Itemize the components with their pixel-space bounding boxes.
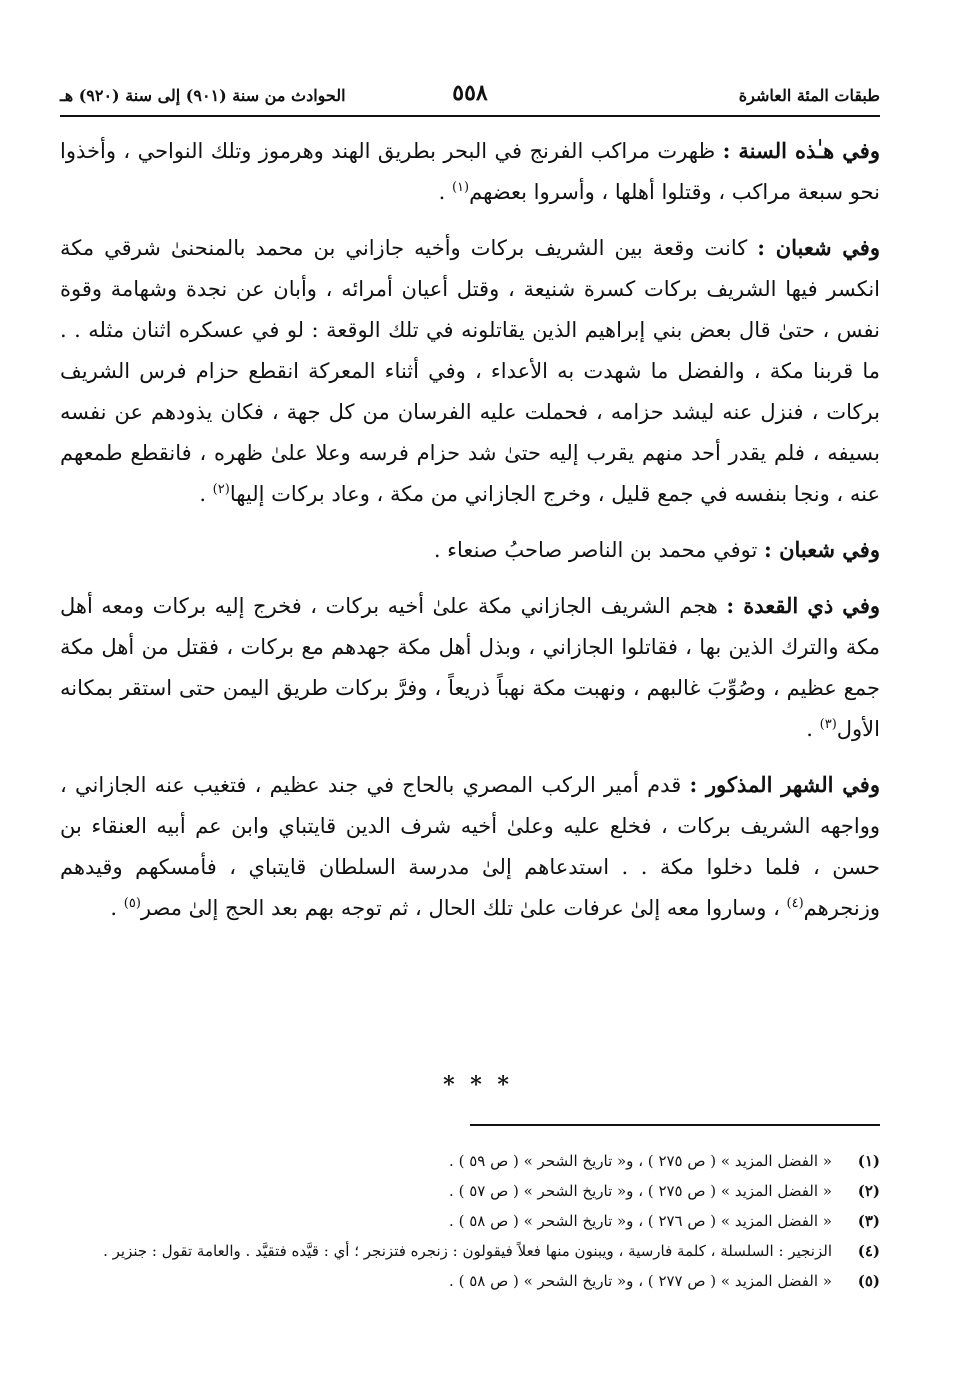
footnote xyxy=(60,1206,880,1236)
paragraph-text: قدم أمير الركب المصري بالحاج في جند عظيم ، فتغيب عنه الجازاني ، وواجهه الشريف بركات ، فخلع عليه وعلىٰ أخيه شرف الدين قايتباي وابن عم أبيه العنقاء بن حسن ، فلما دخلوا مكة . . استدعاهم إلىٰ مدرسة السلطان قايتباي ، فأمسكهم وقيدهم وزنجرهم xyxy=(60,773,880,920)
footnote-ref: (٣) xyxy=(819,717,837,732)
footnote-number: (٢) xyxy=(857,1182,880,1200)
main-text xyxy=(60,130,880,943)
paragraph xyxy=(60,130,880,213)
paragraph xyxy=(60,764,880,929)
paragraph-text: ظهرت مراكب الفرنج في البحر بطريق الهند وهرموز وتلك النواحي ، وأخذوا نحو سبعة مراكب ، وقتلوا أهلها ، وأسروا بعضهم xyxy=(60,139,880,204)
footnote-text: « الفضل المزيد » ( ص ٢٧٥ ) ، و« تاريخ الشحر » ( ص ٥٩ ) . xyxy=(449,1152,832,1170)
footnote-ref: (٥) xyxy=(123,896,141,911)
paragraph xyxy=(60,529,880,571)
paragraph-tail: . xyxy=(438,180,452,204)
footnote-number: (١) xyxy=(857,1152,880,1170)
footnote-ref: (٤) xyxy=(786,896,804,911)
section-title: الحوادث من سنة (٩٠١) إلى سنة (٩٢٠) هـ xyxy=(60,86,346,105)
paragraph-tail: . xyxy=(199,482,213,506)
footnote-text: « الفضل المزيد » ( ص ٢٧٦ ) ، و« تاريخ الشحر » ( ص ٥٨ ) . xyxy=(449,1212,832,1230)
footnote-text: الزنجير : السلسلة ، كلمة فارسية ، ويبنون منها فعلاً فيقولون : زنجره فتزنجر ؛ أي : قيَّده فتقيَّد . والعامة تقول : جنزير . xyxy=(103,1242,832,1260)
footnote-number: (٤) xyxy=(857,1242,880,1260)
footnote-rule xyxy=(470,1124,880,1126)
footnote xyxy=(60,1236,880,1266)
footnote-number: (٣) xyxy=(857,1212,880,1230)
header-rule xyxy=(60,115,880,117)
paragraph-tail: . xyxy=(110,896,124,920)
footnote-ref: (١) xyxy=(451,180,470,195)
footnotes xyxy=(60,1146,880,1296)
running-header xyxy=(60,80,880,110)
section-separator: * * * xyxy=(443,1072,513,1098)
paragraph xyxy=(60,227,880,515)
book-title: طبقات المئة العاشرة xyxy=(738,86,880,105)
footnote xyxy=(60,1176,880,1206)
footnote-text: « الفضل المزيد » ( ص ٢٧٧ ) ، و« تاريخ الشحر » ( ص ٥٨ ) . xyxy=(449,1272,832,1290)
paragraph-lead: وفي هـٰذه السنة : xyxy=(722,138,880,163)
footnote-number: (٥) xyxy=(857,1272,880,1290)
paragraph-text: هجم الشريف الجازاني مكة علىٰ أخيه بركات ، فخرج إليه بركات ومعه أهل مكة والترك الذين بها ، فقاتلوا الجازاني ، وبذل أهل مكة جهدهم مع بركات ، فقتل من أهل مكة جمع عظيم ، وصُوِّبَ غالبهم ، ونهبت مكة نهباً ذريعاً ، وفرَّ بركات طريق اليمن حتى استقر بمكانه الأول xyxy=(60,594,880,741)
footnote xyxy=(60,1146,880,1176)
paragraph-lead: وفي شعبان : xyxy=(757,235,880,260)
paragraph-lead: وفي ذي القعدة : xyxy=(726,593,880,618)
paragraph-tail: . xyxy=(806,717,820,741)
footnote xyxy=(60,1266,880,1296)
paragraph-lead: وفي شعبان : xyxy=(764,537,880,562)
paragraph xyxy=(60,585,880,750)
paragraph-tail: ، وساروا معه إلىٰ عرفات علىٰ تلك الحال ، ثم توجه بهم بعد الحج إلىٰ مصر xyxy=(140,896,787,920)
footnote-text: « الفضل المزيد » ( ص ٢٧٥ ) ، و« تاريخ الشحر » ( ص ٥٧ ) . xyxy=(449,1182,832,1200)
paragraph-text: توفي محمد بن الناصر صاحبُ صنعاء . xyxy=(433,538,765,562)
page-number: ٥٥٨ xyxy=(452,80,488,106)
paragraph-text: كانت وقعة بين الشريف بركات وأخيه جازاني بن محمد بالمنحنىٰ شرقي مكة انكسر فيها الشريف بركات كسرة شنيعة ، وقتل أعيان أمرائه ، وأبان عن نجدة وشهامة وقوة نفس ، حتىٰ قال بعض بني إبراهيم الذين يقاتلونه في تلك الوقعة : لو في عسكره اثنان مثله . . ما قربنا مكة ، والفضل ما شهدت به الأعداء ، وفي أثناء المعركة انقطع حزام فرس الشريف بركات ، فنزل عنه ليشد حزامه ، فحملت عليه الفرسان من كل جهة ، فكان يذودهم عن نفسه بسيفه ، فلم يقدر أحد منهم يقرب إليه حتىٰ شد حزام فرسه وعلا علىٰ ظهره ، فانقطع طمعهم عنه ، ونجا بنفسه في جمع قليل ، وخرج الجازاني من مكة ، وعاد بركات إليها xyxy=(60,236,880,506)
footnote-ref: (٢) xyxy=(212,482,230,497)
paragraph-lead: وفي الشهر المذكور : xyxy=(689,772,880,797)
